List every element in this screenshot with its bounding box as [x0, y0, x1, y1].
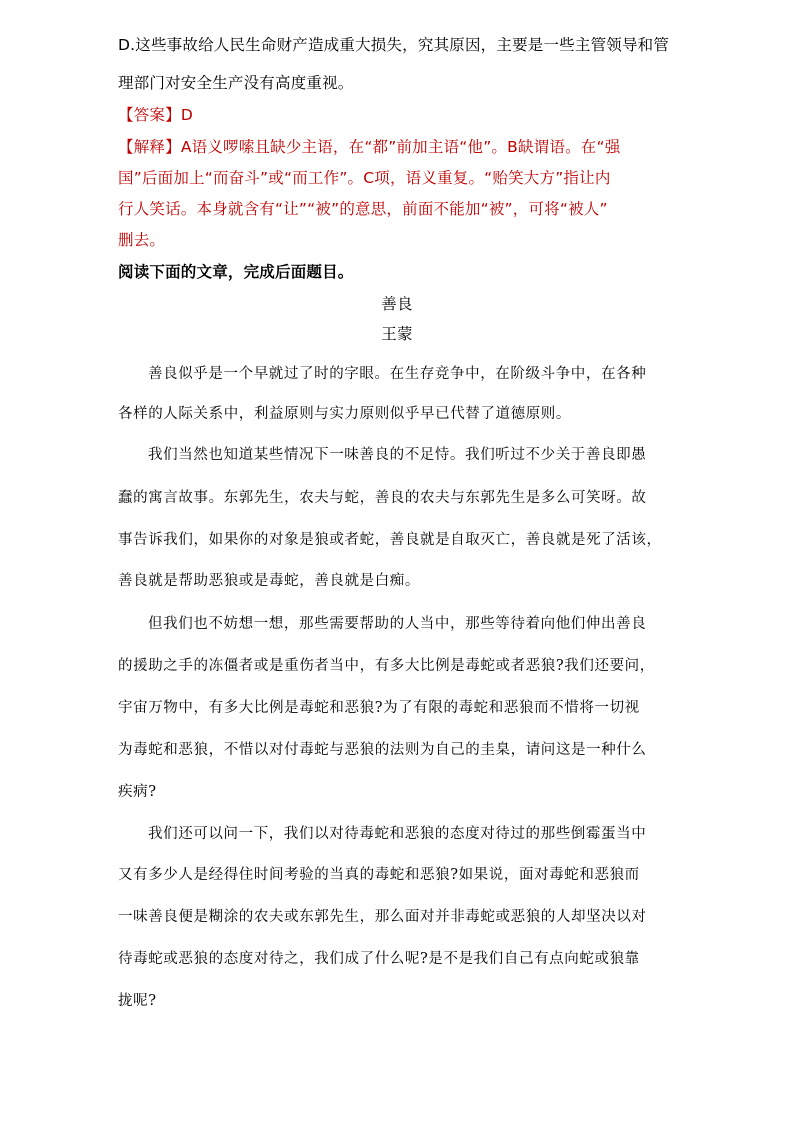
paragraph-3-line-1: 但我们也不妨想一想，那些需要帮助的人当中，那些等待着向他们伸出善良 — [148, 616, 647, 632]
paragraph-4-line-3: 一味善良便是糊涂的农夫或东郭先生，那么面对并非毒蛇或恶狼的人却坚决以对 — [118, 909, 647, 925]
article-author: 王蒙 — [381, 325, 413, 343]
paragraph-1-line-2: 各样的人际关系中，利益原则与实力原则似乎早已代替了道德原则。 — [118, 406, 571, 422]
explanation-line-4: 删去。 — [118, 231, 166, 249]
reading-instruction: 阅读下面的文章，完成后面题目。 — [118, 263, 354, 281]
option-d-line-1: D.这些事故给人民生命财产造成重大损失，究其原因，主要是一些主管领导和管 — [118, 36, 670, 54]
paragraph-3-line-5: 疾病? — [118, 784, 157, 800]
explanation-line-2: 国”后面加上“而奋斗”或“而工作”。C项，语义重复。“贻笑大方”指让内 — [118, 169, 611, 187]
paragraph-3-line-4: 为毒蛇和恶狼，不惜以对付毒蛇与恶狼的法则为自己的圭臬，请问这是一种什么 — [118, 742, 647, 758]
paragraph-4-line-1: 我们还可以问一下，我们以对待毒蛇和恶狼的态度对待过的那些倒霉蛋当中 — [148, 826, 647, 842]
paragraph-2-line-3: 事告诉我们，如果你的对象是狼或者蛇，善良就是自取灭亡，善良就是死了活该， — [118, 532, 662, 548]
explanation-line-1 — [118, 135, 688, 157]
paragraph-2-line-2: 蠢的寓言故事。东郭先生，农夫与蛇，善良的农夫与东郭先生是多么可笑呀。故 — [118, 490, 647, 506]
option-d-line-2: 理部门对安全生产没有高度重视。 — [118, 74, 354, 92]
paragraph-3-line-2: 的援助之手的冻僵者或是重伤者当中，有多大比例是毒蛇或者恶狼?我们还要问， — [118, 658, 655, 674]
answer-label: 【答案】 — [118, 106, 181, 124]
explanation-line-3: 行人笑话。本身就含有“让”“被”的意思，前面不能加“被”，可将“被人” — [118, 200, 608, 218]
explanation-text-1: A语义啰嗦且缺少主语，在“都”前加主语“他”。B缺谓语。在“强 — [180, 138, 621, 156]
paragraph-1-line-1: 善良似乎是一个早就过了时的字眼。在生存竞争中，在阶级斗争中，在各种 — [148, 366, 647, 382]
paragraph-4-line-5: 拢呢? — [118, 993, 157, 1009]
answer-value: D — [180, 106, 193, 124]
paragraph-2-line-1: 我们当然也知道某些情况下一味善良的不足恃。我们听过不少关于善良即愚 — [148, 447, 647, 463]
paragraph-3-line-3: 宇宙万物中，有多大比例是毒蛇和恶狼?为了有限的毒蛇和恶狼而不惜将一切视 — [118, 700, 640, 716]
paragraph-4-line-4: 待毒蛇或恶狼的态度对待之，我们成了什么呢?是不是我们自己有点向蛇或狼靠 — [118, 951, 640, 967]
paragraph-2-line-4: 善良就是帮助恶狼或是毒蛇，善良就是白痴。 — [118, 573, 420, 589]
paragraph-4-line-2: 又有多少人是经得住时间考验的当真的毒蛇和恶狼?如果说，面对毒蛇和恶狼而 — [118, 867, 640, 883]
answer-line — [118, 103, 688, 125]
article-title: 善良 — [381, 295, 413, 313]
explanation-label: 【解释】 — [118, 138, 181, 156]
